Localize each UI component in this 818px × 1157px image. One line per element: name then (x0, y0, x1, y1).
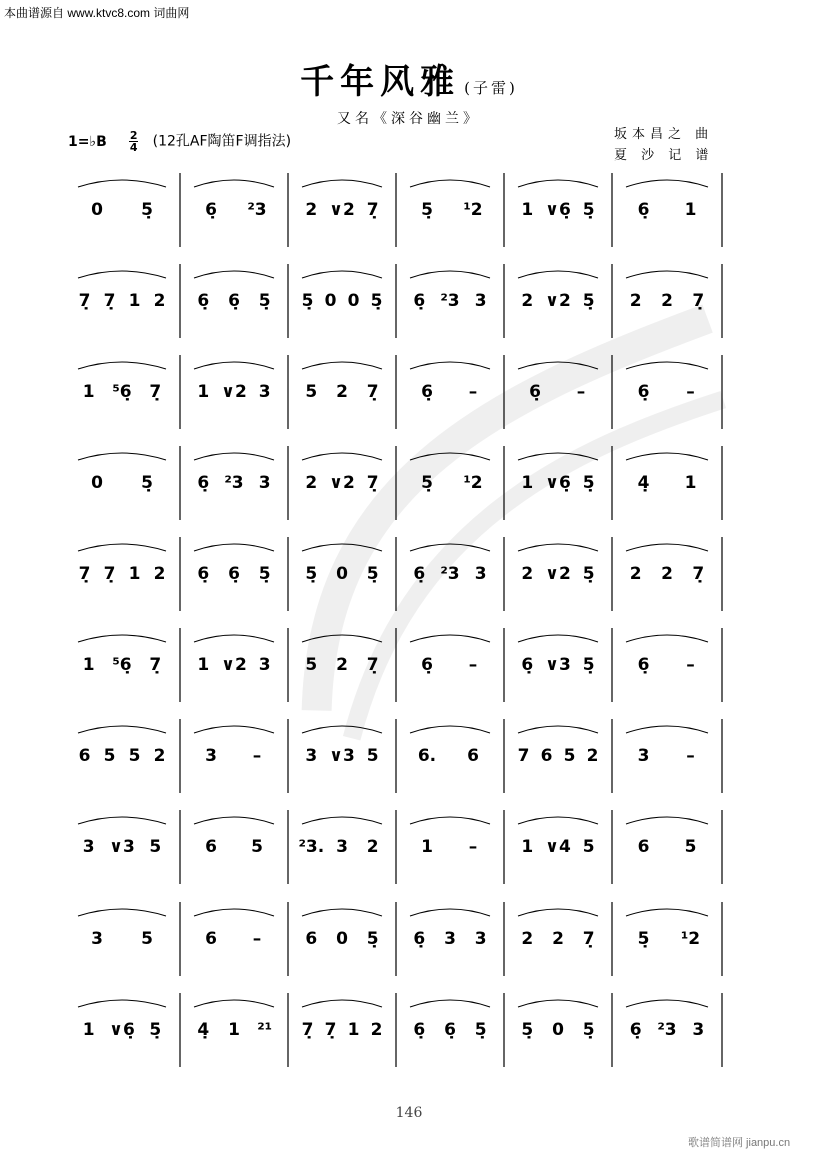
note: 5 (366, 746, 379, 766)
note: 2 (336, 655, 348, 675)
note: 5̣ (421, 200, 433, 220)
note: 6̣ (228, 564, 240, 584)
note: 5̣ (582, 200, 595, 220)
site-banner: 本曲谱源自 www.ktvc8.com 词曲网 (4, 6, 190, 20)
slur (78, 909, 166, 916)
note: 2 (629, 291, 642, 311)
note: ∨6̣ (109, 1020, 135, 1040)
note: 1 (521, 200, 534, 220)
note: 5 (251, 837, 263, 857)
note: 5̣ (141, 473, 153, 493)
slur (518, 909, 598, 916)
note: 1 (684, 200, 697, 220)
note: 6̣ (197, 291, 210, 311)
note: 5 (305, 382, 318, 402)
note: 6 (205, 929, 217, 949)
slur (194, 726, 274, 733)
slur (194, 1000, 274, 1007)
slur (410, 909, 490, 916)
slur (194, 909, 274, 916)
note: 2 (552, 929, 564, 949)
note: 2 (336, 382, 348, 402)
subtitle: (子雷) (464, 79, 518, 97)
title-text: 千年风雅 (300, 62, 461, 102)
note: 2 (153, 746, 166, 766)
slur (302, 909, 382, 916)
note: 5̣ (582, 473, 595, 493)
slur (518, 1000, 598, 1007)
slur (626, 1000, 708, 1007)
note: 6 (78, 746, 91, 766)
note: 7̣ (78, 564, 91, 584)
slur (626, 726, 708, 733)
note: – (252, 746, 262, 766)
slur (302, 362, 382, 369)
slur (302, 180, 382, 187)
note: 6̣ (413, 564, 426, 584)
note: 5 (128, 746, 141, 766)
note: 5̣ (521, 1020, 534, 1040)
time-sig-bottom: 4 (129, 141, 138, 154)
note: 4̣ (197, 1020, 210, 1040)
composer: 坂本昌之 曲 (614, 127, 714, 142)
slur (410, 453, 490, 460)
note: 7̣ (692, 291, 705, 311)
alias-line: 又名《深谷幽兰》 (337, 111, 481, 127)
note: 2 (629, 564, 642, 584)
slur (410, 817, 490, 824)
slur (626, 635, 708, 642)
note: 3 (444, 929, 456, 949)
note: 5̣ (366, 929, 379, 949)
note: 6̣ (529, 382, 541, 402)
note: 7̣ (366, 200, 379, 220)
slur (194, 635, 274, 642)
slur (410, 544, 490, 551)
note: 5̣ (258, 291, 271, 311)
note: 2 (661, 291, 673, 311)
note: ∨3 (545, 655, 571, 675)
slur (518, 544, 598, 551)
note: 5 (149, 837, 162, 857)
note: ∨3 (329, 746, 355, 766)
slur (302, 453, 382, 460)
note: 0 (347, 291, 360, 311)
slur (626, 453, 708, 460)
note: 1 (128, 291, 141, 311)
note: ∨6̣ (545, 473, 571, 493)
note: – (468, 382, 478, 402)
slur (78, 362, 166, 369)
note: 0 (324, 291, 337, 311)
slur (410, 180, 490, 187)
note: 6̣ (421, 655, 433, 675)
slur (302, 726, 382, 733)
slur (410, 362, 490, 369)
slur (410, 271, 490, 278)
note: 7̣ (149, 382, 162, 402)
note: 3 (336, 837, 348, 857)
note: 1 (82, 1020, 95, 1040)
note: 6̣ (205, 200, 217, 220)
note: 3 (258, 473, 271, 493)
note: 3 (258, 382, 271, 402)
note: 6 (637, 837, 650, 857)
note: 0 (552, 1020, 564, 1040)
note: 3 (258, 655, 271, 675)
note: 5̣ (474, 1020, 487, 1040)
transcriber: 夏 沙 记 谱 (614, 148, 714, 163)
note: 4̣ (637, 473, 650, 493)
note: 2 (586, 746, 599, 766)
slur (518, 453, 598, 460)
note: 1 (128, 564, 141, 584)
note: ¹2 (463, 473, 483, 493)
note: 6̣ (444, 1020, 456, 1040)
time-sig-top: 2 (129, 129, 138, 142)
note: 6̣ (637, 200, 650, 220)
slur (626, 180, 708, 187)
note: 6 (305, 929, 318, 949)
key-signature: 1=♭B (68, 133, 107, 150)
note: 6̣ (421, 382, 433, 402)
note: 5̣ (637, 929, 650, 949)
slur (410, 1000, 490, 1007)
slur (626, 271, 708, 278)
slur (194, 180, 274, 187)
note: 6. (417, 746, 437, 766)
footer-watermark: 歌谱简谱网 jianpu.cn (688, 1137, 791, 1149)
note: ∨2 (545, 291, 571, 311)
note: – (686, 382, 695, 402)
note: 2 (661, 564, 673, 584)
note: 5̣ (141, 200, 153, 220)
note: 1 (684, 473, 697, 493)
note: 2 (305, 200, 318, 220)
note: 6̣ (228, 291, 240, 311)
note: 5̣ (366, 564, 379, 584)
slur (518, 271, 598, 278)
note: ²3. (298, 837, 325, 857)
note: ∨2 (329, 473, 355, 493)
note: 7̣ (149, 655, 162, 675)
note: 7̣ (582, 929, 595, 949)
note: 6̣ (413, 929, 426, 949)
slur (518, 726, 598, 733)
slur (518, 635, 598, 642)
note: 3 (91, 929, 103, 949)
slur (194, 817, 274, 824)
note: 5̣ (421, 473, 433, 493)
note: 1 (228, 1020, 240, 1040)
note: 0 (91, 200, 103, 220)
note: 3 (205, 746, 217, 766)
note: 3 (474, 564, 487, 584)
note: 7 (517, 746, 530, 766)
note: 7̣ (366, 655, 379, 675)
note: 5 (305, 655, 318, 675)
note: ∨3 (109, 837, 135, 857)
note: 5̣ (582, 291, 595, 311)
note: 5̣ (370, 291, 383, 311)
slur (78, 726, 166, 733)
note: 6̣ (197, 564, 210, 584)
note: 6 (467, 746, 479, 766)
note: ¹2 (680, 929, 701, 949)
note: 6 (540, 746, 553, 766)
note: 1 (521, 837, 534, 857)
note: 1 (82, 382, 95, 402)
note: ∨2 (545, 564, 571, 584)
note: 5̣ (582, 655, 595, 675)
slur (194, 271, 274, 278)
slur (626, 817, 708, 824)
note: 7̣ (692, 564, 705, 584)
slur (410, 635, 490, 642)
note: 7̣ (324, 1020, 337, 1040)
note: ∨2 (221, 655, 247, 675)
note: 5 (684, 837, 697, 857)
slur (302, 817, 382, 824)
slur (518, 817, 598, 824)
note: 5 (103, 746, 116, 766)
note: 5̣ (582, 564, 595, 584)
note: 3 (305, 746, 318, 766)
note: ⁵6̣ (112, 382, 132, 402)
note: 2 (153, 564, 166, 584)
note: – (686, 746, 695, 766)
slur (626, 909, 708, 916)
slur (302, 1000, 382, 1007)
note: – (686, 655, 695, 675)
note: 3 (692, 1020, 705, 1040)
note: 3 (82, 837, 95, 857)
note: 7̣ (103, 564, 116, 584)
note: 2 (521, 564, 534, 584)
note: 5̣ (258, 564, 271, 584)
note: 0 (336, 564, 348, 584)
slur (78, 453, 166, 460)
slur (626, 544, 708, 551)
note: 2 (305, 473, 318, 493)
note: 1 (347, 1020, 360, 1040)
note: 2 (521, 291, 534, 311)
note: 5 (582, 837, 595, 857)
note: 5̣ (301, 291, 314, 311)
slur (410, 726, 490, 733)
note: 5 (563, 746, 576, 766)
note: 0 (336, 929, 348, 949)
note: ²3 (657, 1020, 677, 1040)
note: 5̣ (582, 1020, 595, 1040)
slur (302, 271, 382, 278)
note: 1 (197, 382, 210, 402)
slur (78, 635, 166, 642)
note: 3 (637, 746, 650, 766)
slur (78, 180, 166, 187)
page-number: 146 (395, 1105, 423, 1121)
note: 1 (82, 655, 95, 675)
note: 3 (474, 929, 487, 949)
slur (518, 362, 598, 369)
slur (194, 544, 274, 551)
note: – (468, 837, 478, 857)
slur (194, 453, 274, 460)
note: ⁵6̣ (112, 655, 132, 675)
note: ²3 (440, 564, 460, 584)
note: 5̣ (305, 564, 318, 584)
note: – (576, 382, 586, 402)
note: – (252, 929, 262, 949)
instrument-note: (12孔AF陶笛F调指法) (152, 133, 292, 150)
note: ∨6̣ (545, 200, 571, 220)
slur (78, 1000, 166, 1007)
slur (78, 544, 166, 551)
note: 7̣ (366, 473, 379, 493)
note: 2 (366, 837, 379, 857)
note: ∨2 (329, 200, 355, 220)
note: – (468, 655, 478, 675)
note: 2 (521, 929, 534, 949)
note: ∨2 (221, 382, 247, 402)
slur (78, 817, 166, 824)
note: 6̣ (637, 655, 650, 675)
note: ²3 (440, 291, 460, 311)
slur (194, 362, 274, 369)
note: 6̣ (629, 1020, 642, 1040)
note: 7̣ (366, 382, 379, 402)
note: 5̣ (149, 1020, 162, 1040)
note: 2 (370, 1020, 383, 1040)
note: ²¹ (257, 1020, 273, 1040)
note: 6 (205, 837, 217, 857)
slur (518, 180, 598, 187)
note: 1 (197, 655, 210, 675)
note: 7̣ (78, 291, 91, 311)
note: 7̣ (103, 291, 116, 311)
note: ²3 (247, 200, 267, 220)
note: ∨4 (545, 837, 571, 857)
note: 3 (474, 291, 487, 311)
slur (302, 635, 382, 642)
note: 6̣ (521, 655, 534, 675)
note: 0 (91, 473, 103, 493)
note: 1 (421, 837, 433, 857)
note: 7̣ (301, 1020, 314, 1040)
note: 1 (521, 473, 534, 493)
note: 5 (141, 929, 153, 949)
slur (626, 362, 708, 369)
note: ¹2 (463, 200, 483, 220)
note: 6̣ (413, 1020, 426, 1040)
note: 6̣ (197, 473, 210, 493)
note: 6̣ (413, 291, 426, 311)
slur (78, 271, 166, 278)
note: 2 (153, 291, 166, 311)
note: 6̣ (637, 382, 650, 402)
slur (302, 544, 382, 551)
note: ²3 (224, 473, 244, 493)
